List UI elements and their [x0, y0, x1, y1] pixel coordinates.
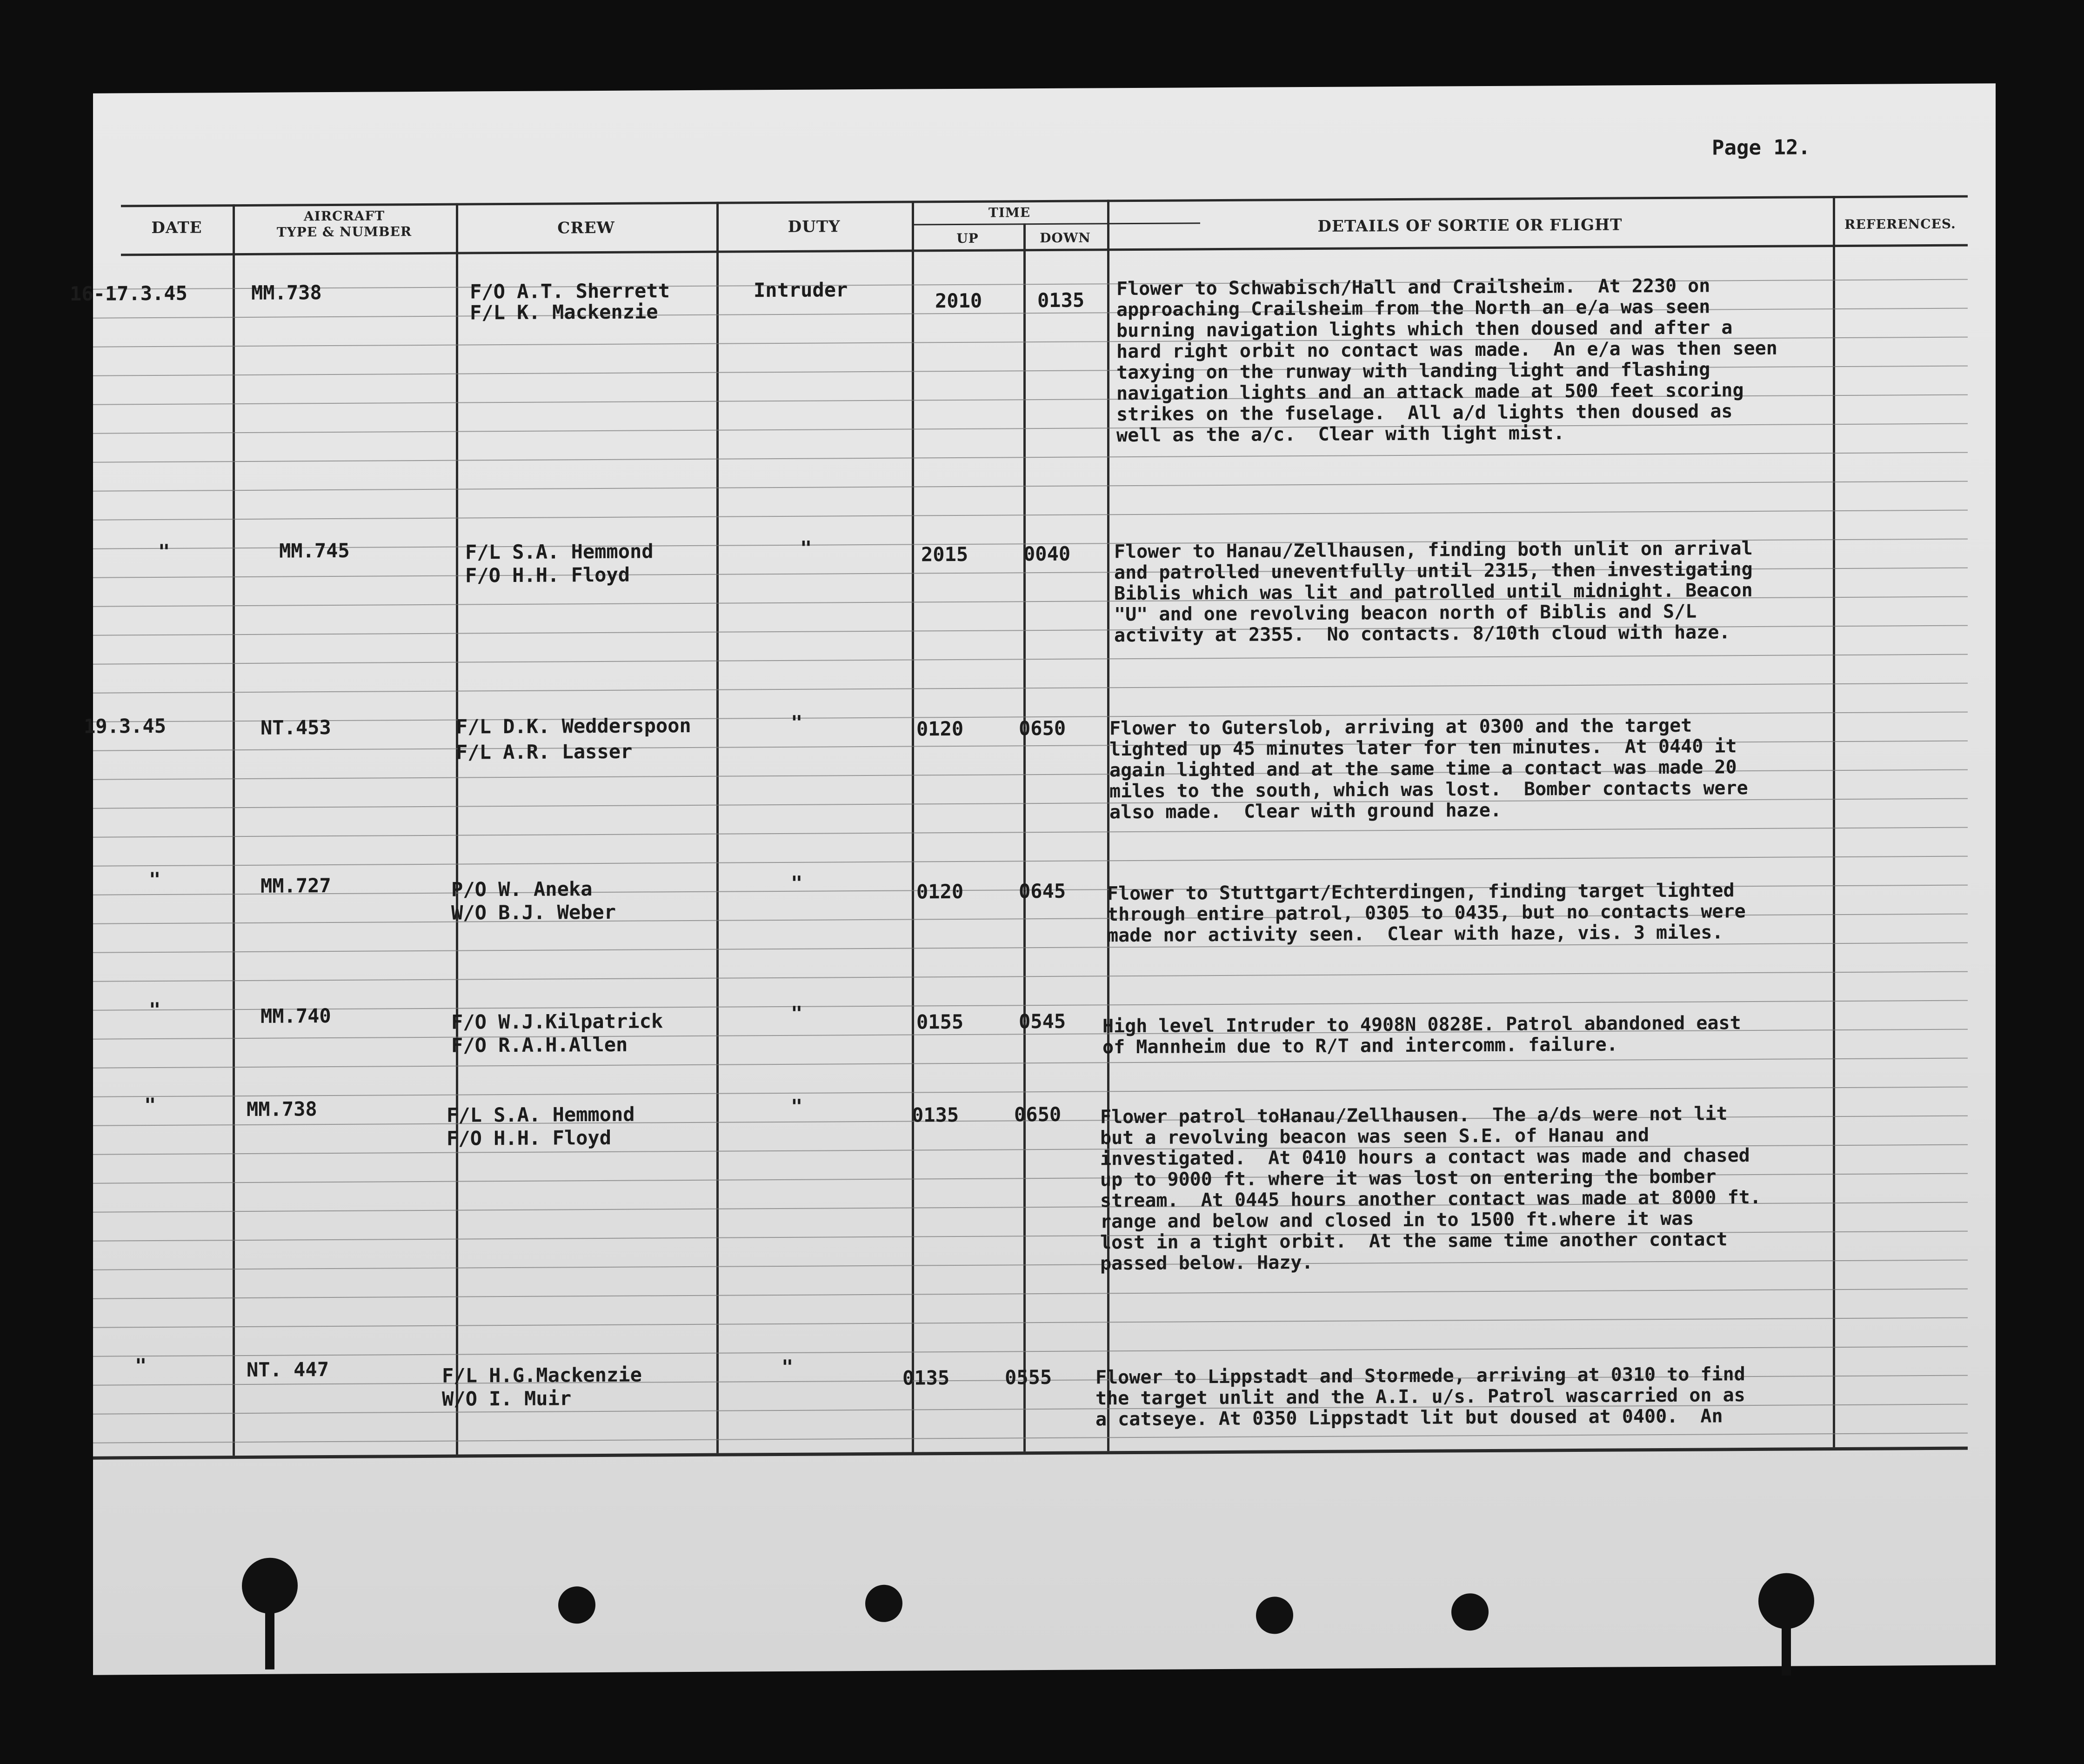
- details-line: Flower to Schwabisch/Hall and Crailsheim. At 2230 on: [1116, 275, 1710, 300]
- entry-up: 0155: [916, 1010, 964, 1034]
- ruled-line: [93, 452, 1968, 463]
- details-line: stream. At 0445 hours another contact was made at 8000 ft.: [1100, 1186, 1761, 1212]
- ruled-line: [93, 510, 1968, 521]
- ruled-line: [93, 827, 1968, 838]
- details-line: taxying on the runway with landing light and flashing: [1116, 359, 1710, 384]
- entry-crew-2: F/L A.R. Lasser: [456, 740, 633, 764]
- entry-duty: ": [791, 711, 803, 734]
- page-number: Page 12.: [1712, 135, 1810, 160]
- entry-crew-2: W/O B.J. Weber: [451, 900, 616, 924]
- entry-aircraft: MM.740: [260, 1004, 331, 1028]
- ruled-line: [93, 1346, 1968, 1357]
- details-line: also made. Clear with ground haze.: [1109, 799, 1502, 823]
- ruled-lines: [93, 83, 1996, 93]
- entry-duty: ": [800, 536, 812, 560]
- details-line: lighted up 45 minutes later for ten minutes. At 0440 it: [1109, 735, 1737, 761]
- entry-date: ": [149, 868, 161, 891]
- entry-date: ": [158, 540, 170, 563]
- entry-down: 0545: [1019, 1009, 1066, 1033]
- binder-hole: [1256, 1597, 1293, 1634]
- entry-date: 19.3.45: [84, 714, 167, 738]
- ruled-line: [93, 1289, 1968, 1299]
- table-bottom-rule: [93, 1447, 1968, 1460]
- entry-down: 0645: [1019, 879, 1066, 903]
- ruled-line: [93, 856, 1968, 867]
- details-line: range and below and closed in to 1500 ft.where it was: [1100, 1208, 1694, 1233]
- details-line: High level Intruder to 4908N 0828E. Patrol abandoned east: [1102, 1012, 1741, 1037]
- details-line: Flower to Hanau/Zellhausen, finding both unlit on arrival: [1114, 538, 1753, 563]
- ruled-line: [93, 971, 1968, 982]
- header-time: TIME: [988, 205, 1031, 220]
- details-line: a catseye. At 0350 Lippstadt lit but doused at 0400. An: [1095, 1405, 1723, 1430]
- entry-up: 0135: [902, 1366, 950, 1390]
- details-line: burning navigation lights which then doused and after a: [1116, 317, 1733, 342]
- details-line: Flower to Guterslob, arriving at 0300 and the target: [1109, 715, 1692, 740]
- col-line-aircraft: [456, 203, 458, 1455]
- col-line-up: [1023, 223, 1026, 1451]
- entry-aircraft: NT.453: [260, 716, 331, 739]
- entry-up: 0120: [916, 880, 964, 903]
- details-line: Flower patrol toHanau/Zellhausen. The a/ds were not lit: [1100, 1103, 1728, 1128]
- details-line: Biblis which was lit and patrolled until midnight. Beacon: [1114, 580, 1753, 605]
- entry-down: 0135: [1037, 288, 1085, 312]
- details-line: activity at 2355. No contacts. 8/10th cloud with haze.: [1114, 621, 1730, 647]
- ruled-line: [93, 1058, 1968, 1069]
- entry-date: ": [144, 1093, 156, 1117]
- entry-aircraft: MM.745: [279, 539, 350, 562]
- entry-duty: ": [791, 871, 803, 895]
- entry-crew-1: F/O W.J.Kilpatrick: [451, 1009, 663, 1034]
- entry-crew-1: F/L D.K. Wedderspoon: [456, 714, 691, 738]
- entry-details: [1116, 275, 1777, 446]
- details-line: lost in a tight orbit. At the same time another contact: [1100, 1229, 1728, 1254]
- entry-details: [1109, 715, 1748, 823]
- entry-duty: ": [791, 1095, 803, 1118]
- entry-duty: ": [782, 1355, 794, 1378]
- col-line-date: [233, 204, 235, 1456]
- details-line: up to 9000 ft. where it was lost on entering the bomber: [1100, 1166, 1717, 1191]
- ruled-line: [93, 1087, 1968, 1097]
- entry-crew-2: F/O H.H. Floyd: [465, 563, 630, 587]
- entry-crew-2: W/O I. Muir: [442, 1387, 572, 1410]
- entry-duty: ": [791, 1002, 803, 1025]
- entry-duty: Intruder: [754, 278, 848, 302]
- entry-aircraft: MM.727: [260, 874, 331, 897]
- ruled-line: [93, 942, 1968, 953]
- details-line: navigation lights and an attack made at 500 feet scoring: [1116, 380, 1744, 405]
- header-references: REFERENCES.: [1844, 216, 1956, 232]
- details-line: hard right orbit no contact was made. An e/a was then seen: [1116, 337, 1777, 363]
- entry-date: ": [135, 1354, 147, 1377]
- header-aircraft-line1: AIRCRAFT: [303, 208, 385, 224]
- col-line-details: [1833, 196, 1835, 1447]
- header-aircraft-line2: TYPE & NUMBER: [276, 224, 412, 240]
- entry-down: 0650: [1014, 1102, 1062, 1126]
- header-down: DOWN: [1040, 230, 1091, 246]
- header-date: DATE: [151, 218, 202, 238]
- binder-hole: [865, 1585, 902, 1622]
- header-details: DETAILS OF SORTIE OR FLIGHT: [1317, 215, 1623, 236]
- header-aircraft: [233, 208, 456, 241]
- details-line: well as the a/c. Clear with light mist.: [1116, 422, 1565, 447]
- entry-down: 0040: [1023, 542, 1071, 566]
- details-line: passed below. Hazy.: [1100, 1251, 1313, 1275]
- entry-up: 0135: [912, 1103, 959, 1127]
- entry-up: 2010: [935, 289, 982, 313]
- entry-details: [1107, 880, 1746, 946]
- ruled-line: [93, 1433, 1968, 1443]
- entry-details: [1114, 538, 1753, 646]
- col-line-crew: [716, 202, 719, 1453]
- document-page: [70, 83, 1996, 1675]
- binder-slot: [1782, 1624, 1791, 1676]
- entry-crew-1: F/L S.A. Hemmond: [465, 540, 654, 564]
- entry-down: 0650: [1019, 716, 1066, 740]
- details-line: of Mannheim due to R/T and intercomm. failure.: [1102, 1034, 1618, 1058]
- ruled-line: [93, 683, 1968, 694]
- details-line: but a revolving beacon was seen S.E. of Hanau and: [1100, 1124, 1650, 1149]
- entry-aircraft: MM.738: [251, 281, 322, 304]
- details-line: "U" and one revolving beacon north of Biblis and S/L: [1114, 601, 1697, 626]
- details-line: investigated. At 0410 hours a contact was made and chased: [1100, 1145, 1750, 1170]
- binder-hole: [1758, 1573, 1814, 1629]
- details-line: and patrolled uneventfully until 2315, then investigating: [1114, 559, 1753, 584]
- header-up: UP: [956, 230, 979, 246]
- entry-crew-2: F/O R.A.H.Allen: [451, 1033, 628, 1057]
- entry-details: [1102, 1013, 1741, 1058]
- binder-slot: [265, 1609, 274, 1670]
- details-line: strikes on the fuselage. All a/d lights then doused as: [1116, 401, 1733, 426]
- details-line: Flower to Stuttgart/Echterdingen, finding target lighted: [1107, 880, 1735, 905]
- header-crew: CREW: [557, 218, 615, 238]
- binder-hole: [1451, 1593, 1489, 1630]
- entry-crew-1: F/L H.G.Mackenzie: [442, 1363, 642, 1387]
- entry-crew-2: F/L K. Mackenzie: [470, 300, 658, 324]
- entry-aircraft: NT. 447: [247, 1358, 329, 1381]
- entry-crew-1: F/L S.A. Hemmond: [447, 1102, 635, 1127]
- ruled-line: [93, 654, 1968, 665]
- entry-crew-1: F/O A.T. Sherrett: [470, 279, 670, 303]
- binder-hole: [558, 1586, 595, 1624]
- entry-details: [1100, 1103, 1761, 1274]
- details-line: again lighted and at the same time a contact was made 20: [1109, 756, 1737, 782]
- details-line: made nor activity seen. Clear with haze, vis. 3 miles.: [1107, 922, 1723, 947]
- details-line: through entire patrol, 0305 to 0435, but no contacts were: [1107, 901, 1746, 926]
- entry-crew-1: P/O W. Aneka: [451, 877, 593, 901]
- entry-date: ": [149, 998, 161, 1022]
- entry-date: 16-17.3.45: [70, 281, 187, 305]
- ruled-line: [93, 1317, 1968, 1328]
- entry-down: 0555: [1005, 1365, 1052, 1389]
- entry-details: [1095, 1364, 1745, 1430]
- binder-hole: [242, 1557, 298, 1614]
- details-line: the target unlit and the A.I. u/s. Patrol wascarried on as: [1095, 1384, 1745, 1410]
- entry-up: 2015: [921, 542, 969, 566]
- entry-crew-2: F/O H.H. Floyd: [447, 1126, 612, 1150]
- col-line-duty: [912, 200, 914, 1452]
- entry-up: 0120: [916, 717, 964, 741]
- details-line: approaching Crailsheim from the North an e/a was seen: [1116, 296, 1710, 321]
- entry-aircraft: MM.738: [247, 1097, 317, 1121]
- details-line: miles to the south, which was lost. Bomber contacts were: [1109, 777, 1748, 802]
- header-duty: DUTY: [788, 217, 841, 236]
- ruled-line: [93, 481, 1968, 492]
- details-line: Flower to Lippstadt and Stormede, arriving at 0310 to find: [1095, 1363, 1745, 1389]
